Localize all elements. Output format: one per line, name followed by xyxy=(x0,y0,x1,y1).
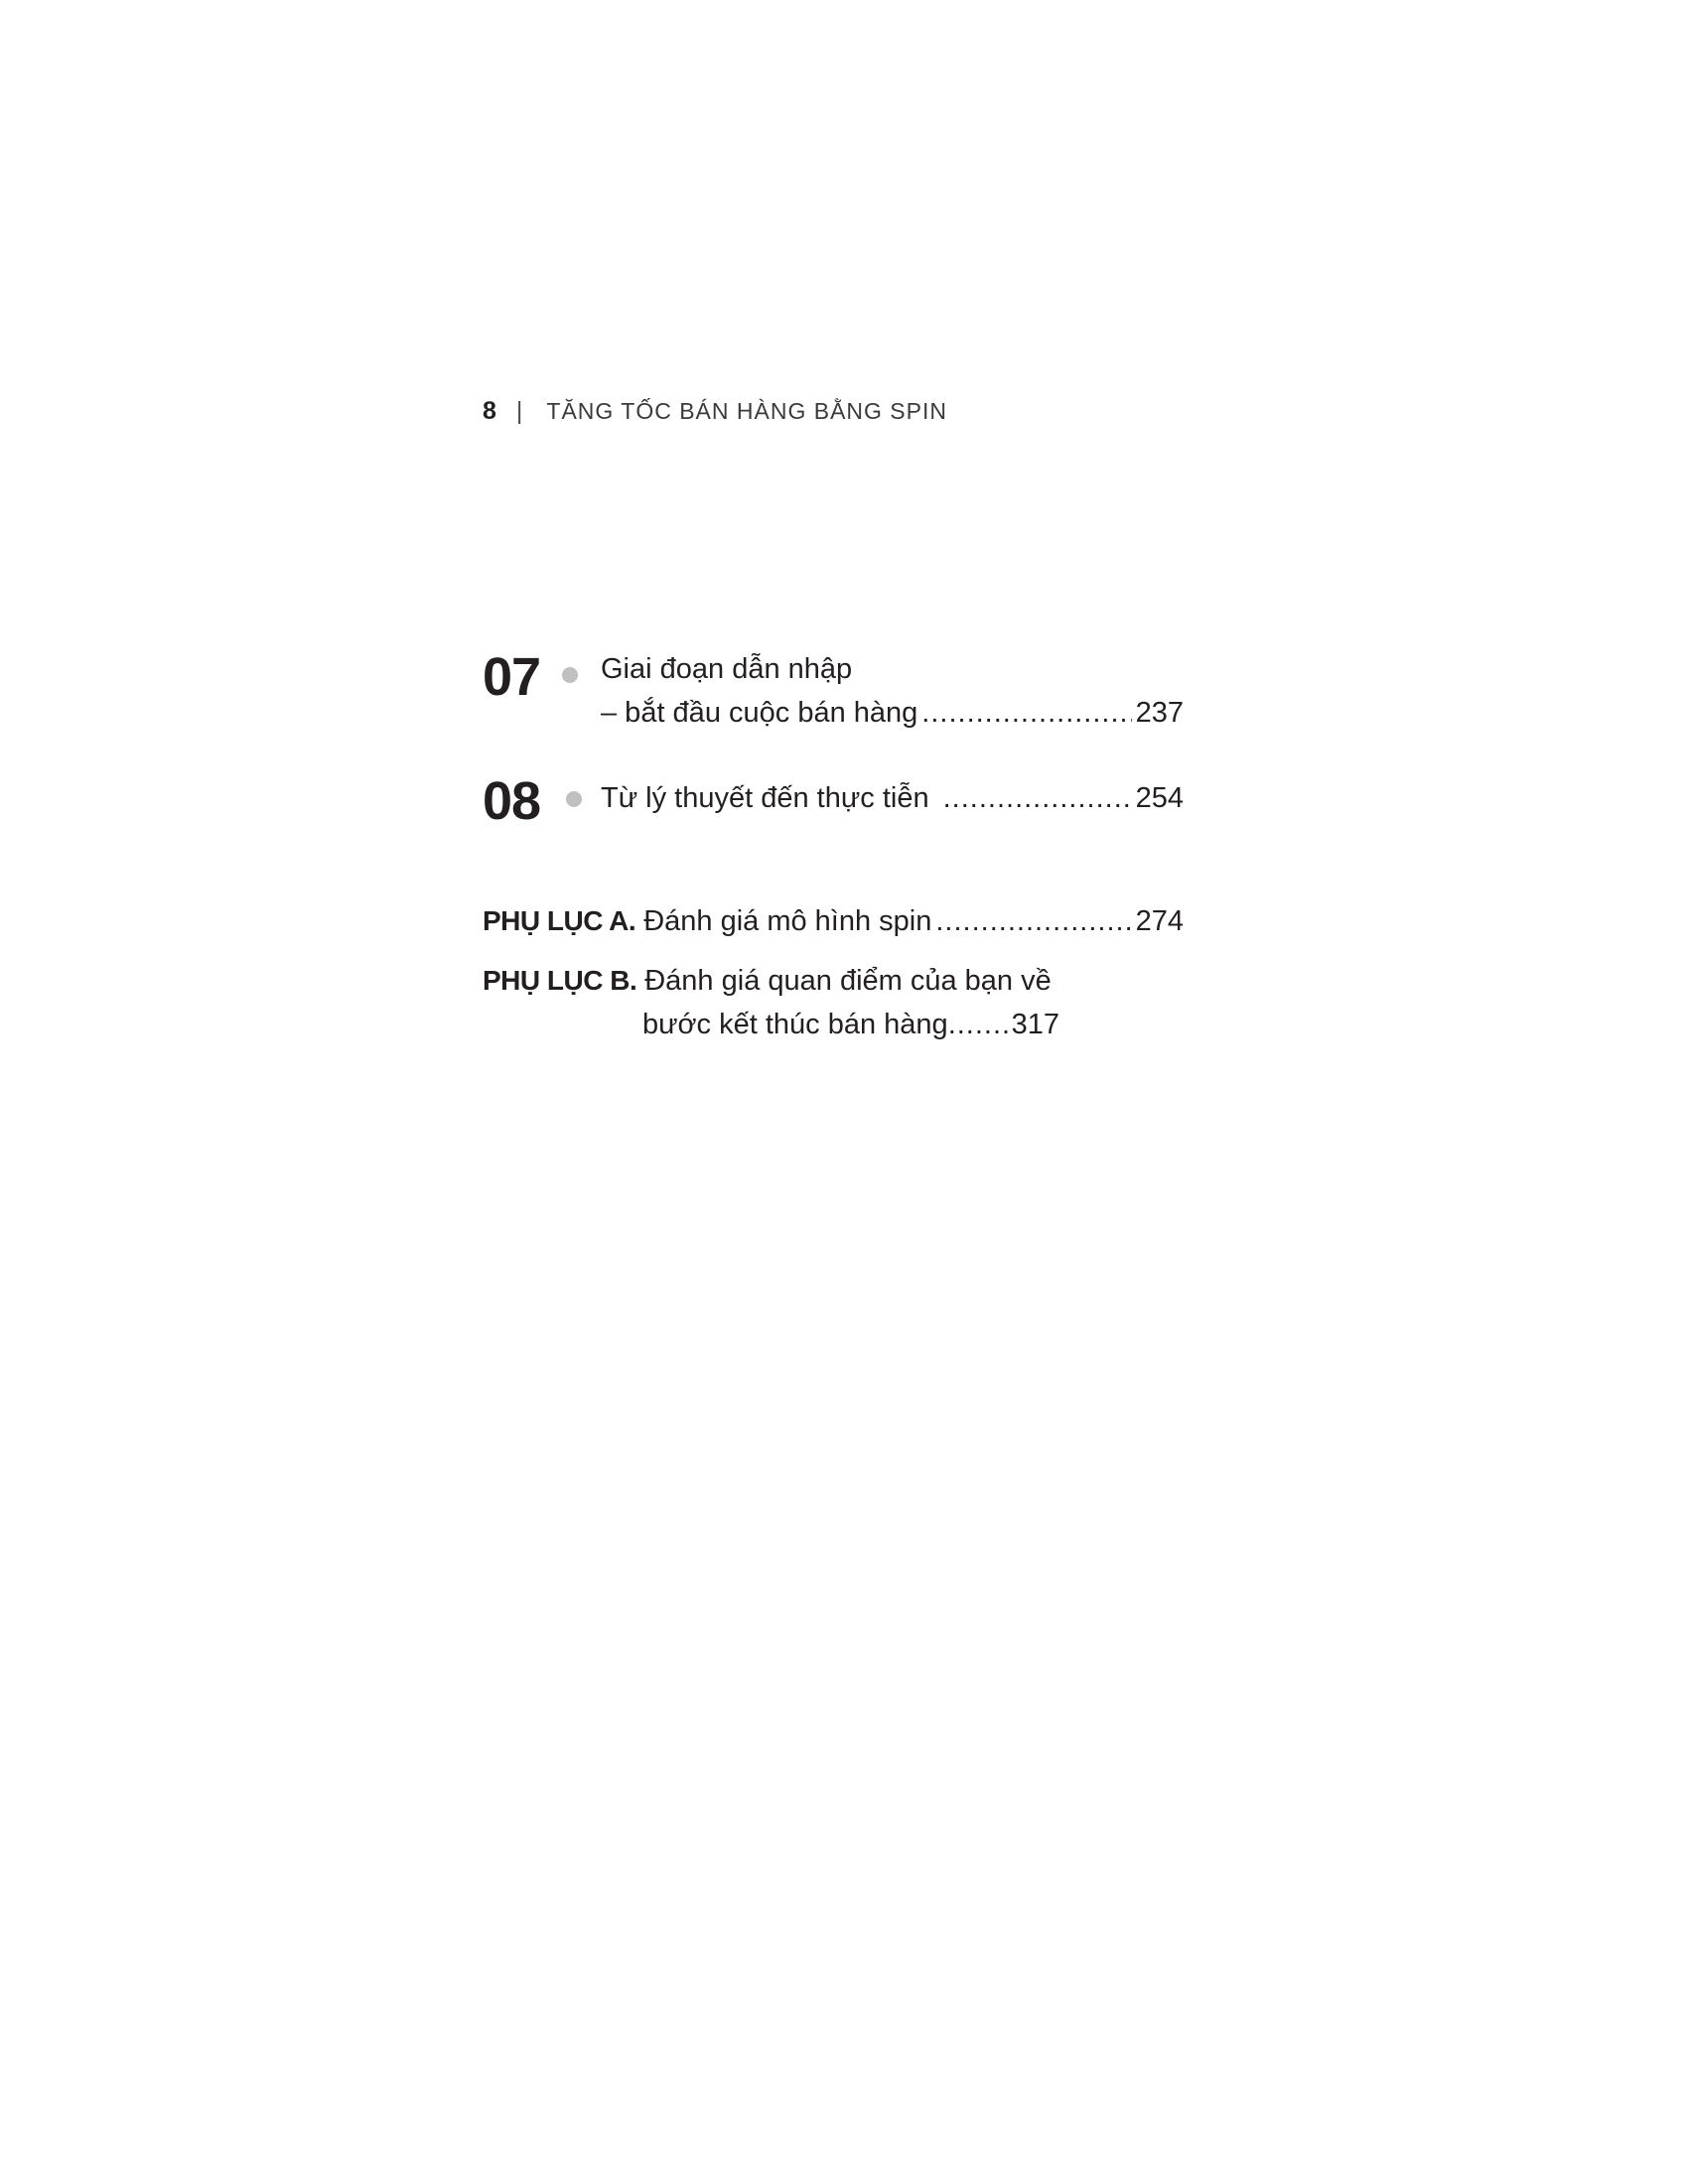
appendix-label: PHỤ LỤC A. xyxy=(483,905,636,936)
dot-leader xyxy=(943,776,1132,820)
chapter-title: Giai đoạn dẫn nhập xyxy=(601,653,853,685)
appendix-title-line xyxy=(642,1003,1059,1046)
page-reference: 317 xyxy=(1011,1009,1059,1040)
chapter-title-continued: – bắt đầu cuộc bán hàng xyxy=(601,697,918,729)
chapter-title: Từ lý thuyết đến thực tiễn xyxy=(601,782,929,814)
appendix-title: Đánh giá mô hình spin xyxy=(643,905,932,937)
dot-leader xyxy=(921,691,1131,735)
dot-leader xyxy=(935,899,1131,943)
dot-leader xyxy=(948,1003,1008,1046)
appendix-label: PHỤ LỤC B. xyxy=(483,965,637,996)
chapter-number: 07 xyxy=(483,647,541,707)
chapter-title-line xyxy=(601,776,1184,820)
toc-entry-appendix-b[interactable] xyxy=(483,959,1184,1048)
bullet-dot-icon xyxy=(566,791,582,807)
page-number: 8 xyxy=(483,396,496,425)
page-reference: 274 xyxy=(1135,905,1184,937)
appendix-title-continued: bước kết thúc bán hàng xyxy=(642,1009,948,1040)
page-reference: 254 xyxy=(1135,782,1184,814)
appendix-title: Đánh giá quan điểm của bạn về xyxy=(644,965,1052,997)
page-reference: 237 xyxy=(1135,697,1184,729)
header-separator: | xyxy=(515,396,523,425)
running-header xyxy=(483,394,947,428)
toc-entry-chapter-07[interactable] xyxy=(483,647,1184,766)
chapter-title-line xyxy=(601,647,1184,691)
toc-entry-chapter-08[interactable] xyxy=(483,771,1184,890)
appendix-title-line xyxy=(483,959,1052,1003)
book-title: TĂNG TỐC BÁN HÀNG BẰNG SPIN xyxy=(546,397,947,424)
appendix-title-line xyxy=(483,899,1184,943)
toc-entry-appendix-a[interactable] xyxy=(483,899,1184,943)
chapter-title-line xyxy=(601,691,1184,735)
bullet-dot-icon xyxy=(562,667,578,683)
chapter-number: 08 xyxy=(483,771,541,831)
